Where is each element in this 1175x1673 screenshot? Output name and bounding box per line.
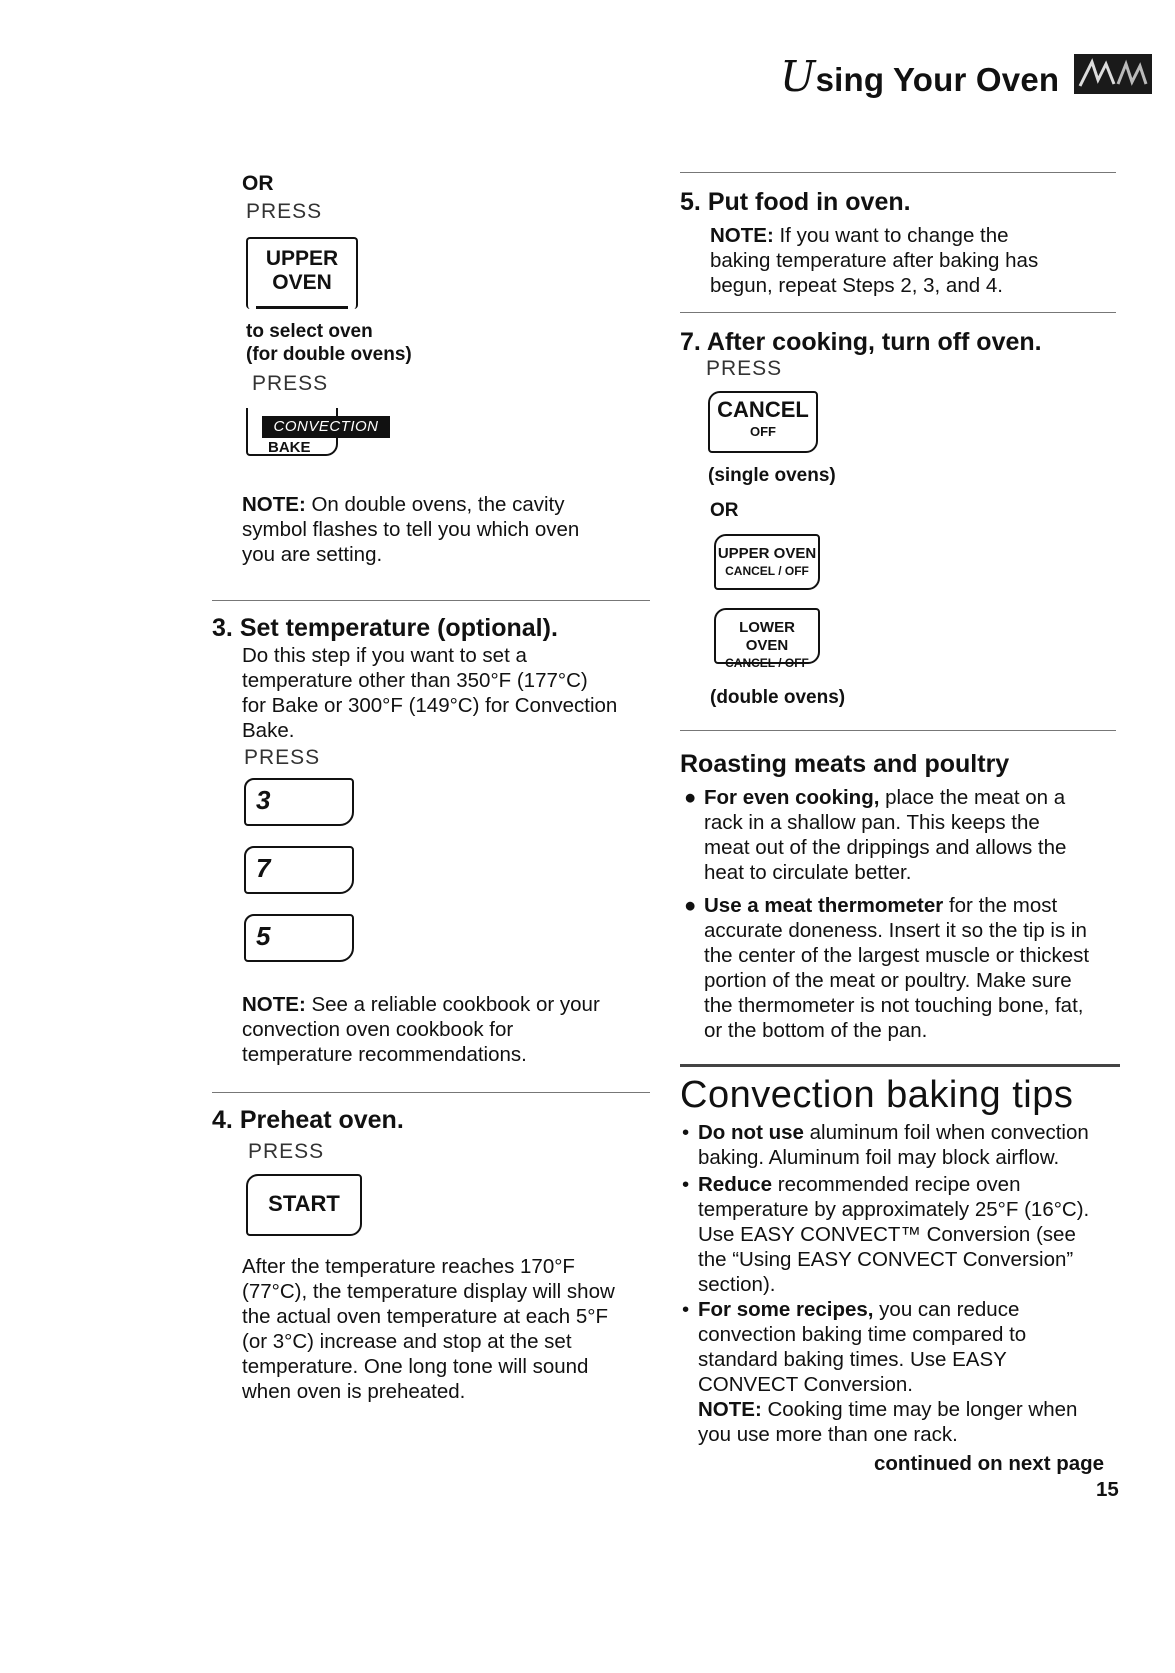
bullet-text-line: convection baking time compared to xyxy=(698,1323,1027,1346)
cavity-note-line3: you are setting. xyxy=(242,543,383,566)
page-header-title xyxy=(780,52,1059,101)
cavity-note-line2: symbol flashes to tell you which oven xyxy=(242,518,580,541)
or-label: OR xyxy=(710,500,739,521)
step-7-heading xyxy=(680,328,1042,357)
bullet-icon: • xyxy=(682,1121,690,1144)
preheat-text-line5: temperature. One long tone will sound xyxy=(242,1355,589,1378)
step-3-text-line1: Do this step if you want to set a xyxy=(242,644,527,667)
bullet-text-line: Cooking time may be longer when xyxy=(761,1398,1078,1421)
cancel-key-label: CANCEL xyxy=(717,397,809,422)
convection-bake-button[interactable] xyxy=(246,408,386,462)
bullet-text-line: portion of the meat or poultry. Make sure xyxy=(704,969,1072,992)
bullet-text-line: recommended recipe oven xyxy=(772,1173,1021,1196)
preheat-text-line2: (77°C), the temperature display will show xyxy=(242,1280,615,1303)
roasting-bullet-1 xyxy=(680,785,1120,885)
press-label: PRESS xyxy=(244,746,321,769)
double-ovens-label: (double ovens) xyxy=(710,687,846,708)
divider xyxy=(212,1092,650,1093)
step-5-title: Put food in oven. xyxy=(707,188,911,216)
select-oven-note xyxy=(246,320,412,366)
step-3-text-line2: temperature other than 350°F (177°C) xyxy=(242,669,588,692)
upper-oven-button[interactable] xyxy=(246,237,358,309)
preheat-text xyxy=(242,1254,662,1404)
step-5-note-line1: If you want to change the xyxy=(773,224,1009,247)
bullet-text-line: you use more than one rack. xyxy=(698,1423,958,1446)
step-3-number: 3. xyxy=(212,614,233,642)
step-5-number: 5. xyxy=(680,188,701,216)
single-ovens-label: (single ovens) xyxy=(708,465,836,486)
lower-oven-cancel-key-top: LOWER OVEN xyxy=(739,619,795,654)
step-4-number: 4. xyxy=(212,1106,233,1134)
bullet-text-line: rack in a shallow pan. This keeps the xyxy=(704,811,1040,834)
bullet-bold: Do not use xyxy=(698,1121,804,1144)
cookbook-note-line2: convection oven cookbook for xyxy=(242,1018,514,1041)
roasting-bullet-2 xyxy=(680,893,1120,1043)
bullet-text-line: meat out of the drippings and allows the xyxy=(704,836,1067,859)
bullet-text-line: temperature by approximately 25°F (16°C). xyxy=(698,1198,1090,1221)
cavity-note xyxy=(242,492,642,567)
convection-key-label: CONVECTION xyxy=(262,416,390,438)
note-label: NOTE: xyxy=(698,1398,762,1421)
bullet-bold: For even cooking, xyxy=(704,786,880,809)
divider xyxy=(680,1064,1120,1067)
bake-key-label: BAKE xyxy=(268,439,311,456)
page-number: 15 xyxy=(1096,1478,1119,1501)
bullet-bold: Reduce xyxy=(698,1173,773,1196)
note-label: NOTE: xyxy=(242,493,306,516)
note-label: NOTE: xyxy=(242,993,306,1016)
bullet-text-line: section). xyxy=(698,1273,776,1296)
preheat-text-line3: the actual oven temperature at each 5°F xyxy=(242,1305,609,1328)
press-label: PRESS xyxy=(248,1140,325,1163)
step-3-text-line3: for Bake or 300°F (149°C) for Convection xyxy=(242,694,618,717)
bullet-text-line: you can reduce xyxy=(873,1298,1020,1321)
step-5-note-line2: baking temperature after baking has xyxy=(710,249,1039,272)
header-title-rest: sing Your Oven xyxy=(815,61,1060,98)
bullet-text-line: place the meat on a xyxy=(879,786,1066,809)
step-3-text-line4: Bake. xyxy=(242,719,295,742)
number-5-button[interactable]: 5 xyxy=(244,914,354,962)
number-7-button[interactable]: 7 xyxy=(244,846,354,894)
select-oven-note-line1: to select oven xyxy=(246,321,373,342)
step-4-heading xyxy=(212,1106,404,1135)
bullet-text-line: aluminum foil when convection xyxy=(803,1121,1089,1144)
bullet-text-line: or the bottom of the pan. xyxy=(704,1019,928,1042)
or-label: OR xyxy=(242,172,274,195)
cookbook-note xyxy=(242,992,662,1067)
bullet-text-line: Use EASY CONVECT™ Conversion (see xyxy=(698,1223,1076,1246)
bullet-text-line: baking. Aluminum foil may block airflow. xyxy=(698,1146,1060,1169)
step-3-title: Set temperature (optional). xyxy=(239,614,558,642)
cavity-note-line1: On double ovens, the cavity xyxy=(305,493,565,516)
step-3-heading xyxy=(212,614,558,643)
step-4-title: Preheat oven. xyxy=(239,1106,404,1134)
bullet-text-line: CONVECT Conversion. xyxy=(698,1373,913,1396)
step-7-title: After cooking, turn off oven. xyxy=(706,328,1042,356)
header-title-initial: U xyxy=(780,52,816,101)
upper-oven-key-line2: OVEN xyxy=(272,271,332,294)
upper-oven-key-line1: UPPER xyxy=(265,247,339,270)
convection-bullet-3 xyxy=(680,1297,1125,1447)
cookbook-note-line1: See a reliable cookbook or your xyxy=(305,993,600,1016)
divider xyxy=(680,730,1116,731)
bullet-text-line: accurate doneness. Insert it so the tip is in xyxy=(704,919,1087,942)
convection-tips-heading: Convection baking tips xyxy=(680,1074,1074,1116)
bullet-text-line: the “Using EASY CONVECT Conversion” xyxy=(698,1248,1074,1271)
press-label: PRESS xyxy=(246,200,323,223)
bullet-icon: • xyxy=(682,1173,690,1196)
cancel-off-button[interactable] xyxy=(708,391,818,453)
lower-oven-cancel-key-bottom: CANCEL / OFF xyxy=(725,656,809,670)
cookbook-note-line3: temperature recommendations. xyxy=(242,1043,527,1066)
bullet-bold: Use a meat thermometer xyxy=(704,894,944,917)
bullet-text-line: standard baking times. Use EASY xyxy=(698,1348,1007,1371)
press-label: PRESS xyxy=(252,372,329,395)
bullet-icon: • xyxy=(682,1298,690,1321)
step-7-number: 7. xyxy=(680,328,701,356)
header-logo-icon xyxy=(1074,54,1152,94)
upper-oven-cancel-key-top: UPPER OVEN xyxy=(717,545,817,562)
bullet-bold: For some recipes, xyxy=(698,1298,874,1321)
continued-label: continued on next page xyxy=(874,1452,1105,1475)
press-label: PRESS xyxy=(706,357,783,380)
preheat-text-line1: After the temperature reaches 170°F xyxy=(242,1255,575,1278)
divider xyxy=(680,312,1116,313)
convection-bullet-2 xyxy=(680,1172,1125,1297)
step-5-note-line3: begun, repeat Steps 2, 3, and 4. xyxy=(710,274,1003,297)
divider xyxy=(212,600,650,601)
select-oven-note-line2: (for double ovens) xyxy=(246,344,412,365)
upper-oven-cancel-key-bottom: CANCEL / OFF xyxy=(725,564,809,578)
bullet-text-line: the center of the largest muscle or thickest xyxy=(704,944,1090,967)
preheat-text-line4: (or 3°C) increase and stop at the set xyxy=(242,1330,572,1353)
preheat-text-line6: when oven is preheated. xyxy=(242,1380,466,1403)
bullet-icon: ● xyxy=(684,894,697,917)
off-key-label: OFF xyxy=(750,424,776,439)
lower-oven-cancel-button[interactable] xyxy=(714,608,820,670)
note-label: NOTE: xyxy=(710,224,774,247)
bullet-text-line: the thermometer is not touching bone, fat, xyxy=(704,994,1084,1017)
divider xyxy=(680,172,1116,173)
bullet-text-line: heat to circulate better. xyxy=(704,861,912,884)
step-3-text xyxy=(242,643,662,743)
upper-oven-cancel-button[interactable] xyxy=(714,534,820,590)
roasting-heading: Roasting meats and poultry xyxy=(680,750,1010,778)
number-3-button[interactable]: 3 xyxy=(244,778,354,826)
step-5-note xyxy=(710,223,1130,298)
start-button[interactable]: START xyxy=(246,1174,362,1236)
bullet-text-line: for the most xyxy=(943,894,1058,917)
step-5-heading xyxy=(680,188,911,217)
bullet-icon: ● xyxy=(684,786,697,809)
convection-bullet-1 xyxy=(680,1120,1125,1170)
